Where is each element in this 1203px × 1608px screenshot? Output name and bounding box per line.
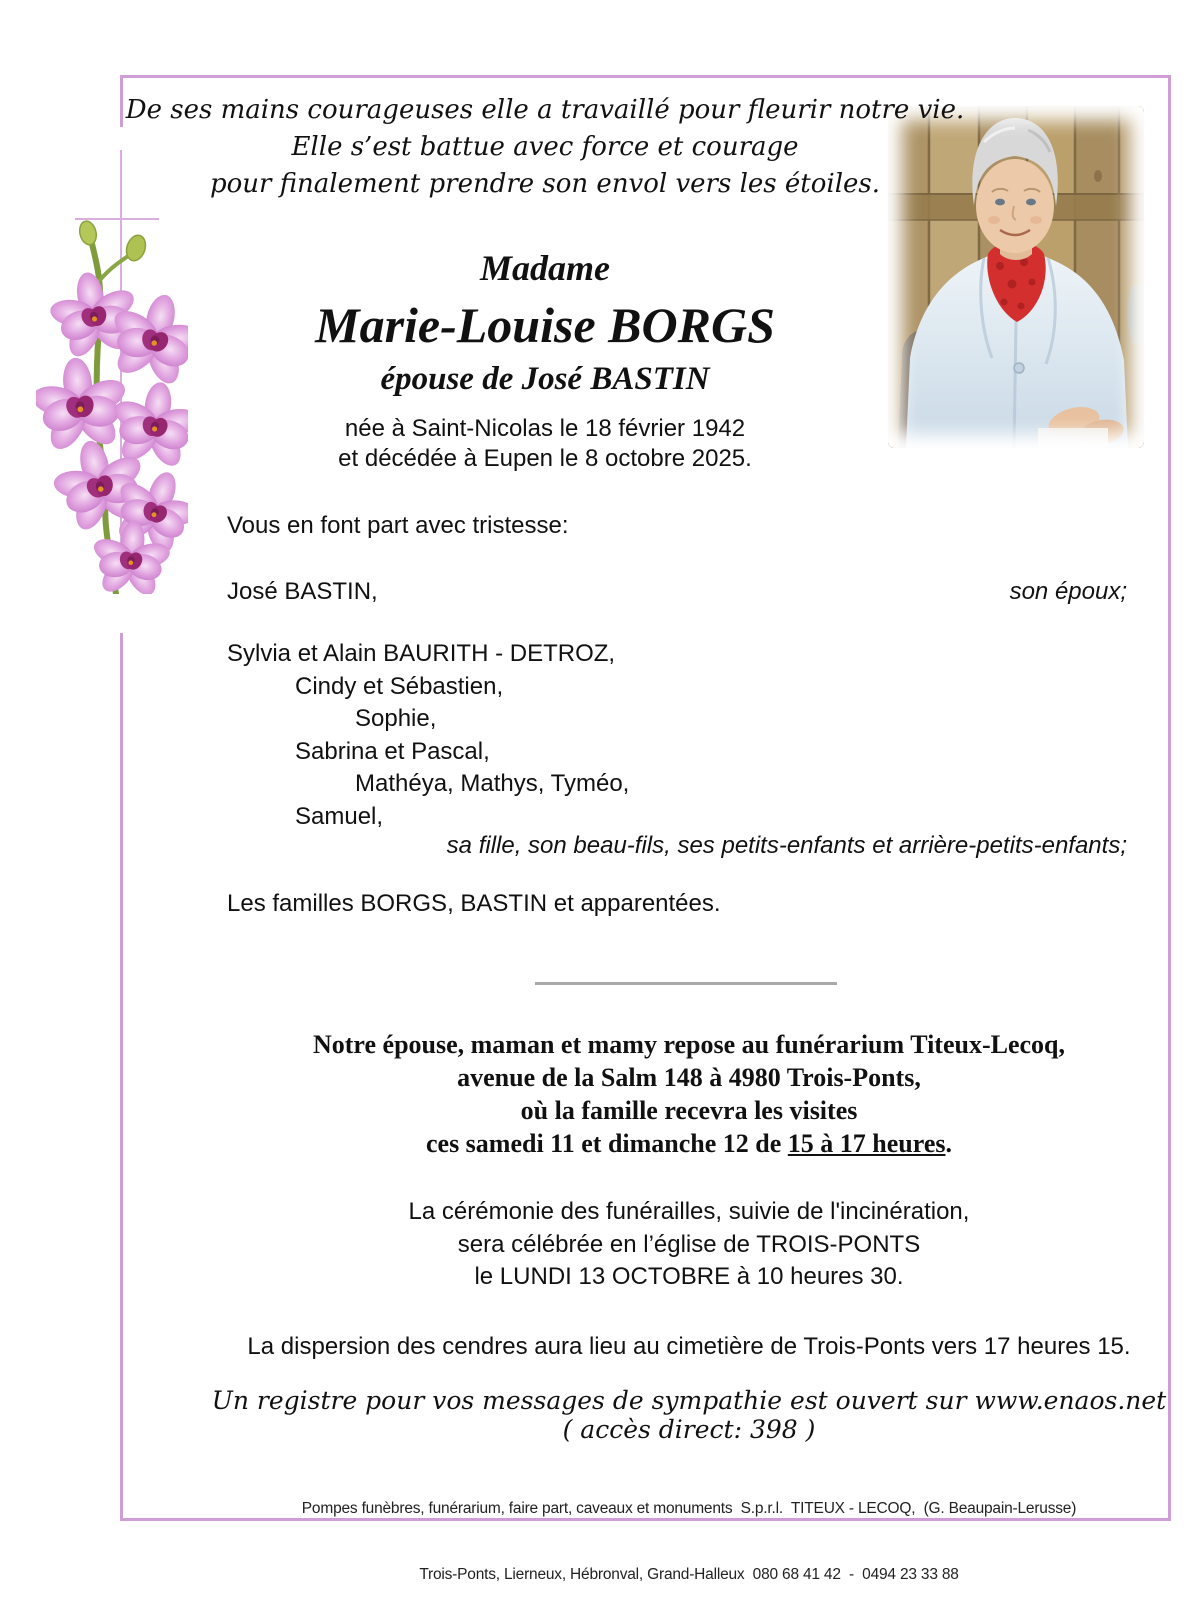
family-line: Sabrina et Pascal,	[295, 737, 490, 765]
epitaph-line: De ses mains courageuses elle a travaillé pour fleurir notre vie.	[125, 95, 965, 125]
family-line: Cindy et Sébastien,	[295, 672, 504, 700]
epitaph-line: pour finalement prendre son envol vers les étoiles.	[209, 169, 881, 199]
border-top	[120, 75, 1171, 78]
wake-line: où la famille recevra les visites	[520, 1096, 858, 1125]
ceremony-line: La cérémonie des funérailles, suivie de l'incinération,	[408, 1198, 970, 1225]
wake-block	[209, 1028, 1169, 1160]
announcement-intro: Vous en font part avec tristesse:	[227, 512, 569, 539]
deceased-header	[125, 246, 965, 474]
family-list	[227, 638, 629, 833]
families-line: Les familles BORGS, BASTIN et apparentées.	[227, 890, 721, 917]
family-line: Mathéya, Mathys, Tyméo,	[355, 770, 630, 797]
ceremony-block	[209, 1196, 1169, 1294]
family-line: Samuel,	[295, 802, 384, 830]
footer	[209, 1454, 1169, 1608]
vital-dates	[125, 414, 965, 474]
deceased-name: Marie-Louise BORGS	[315, 297, 775, 353]
visits-hours: 15 à 17 heures	[787, 1129, 946, 1158]
footer-line: Trois-Ponts, Lierneux, Hébronval, Grand-Halleux 080 68 41 42 - 0494 23 33 88	[419, 1566, 959, 1583]
border-left-lower	[120, 633, 123, 1521]
section-divider	[535, 982, 837, 985]
register-line: Un registre pour vos messages de sympathie est ouvert sur www.enaos.net ( accès direct: 398 )	[211, 1386, 1167, 1444]
visits-suffix: .	[945, 1129, 952, 1158]
spouse-line: épouse de José BASTIN	[380, 361, 710, 397]
family-line: Sylvia et Alain BAURITH - DETROZ,	[227, 640, 616, 667]
ceremony-line: le LUNDI 13 OCTOBRE à 10 heures 30.	[474, 1263, 904, 1290]
epitaph	[125, 92, 965, 203]
wake-line: avenue de la Salm 148 à 4980 Trois-Ponts,	[457, 1063, 921, 1092]
border-left-upper	[120, 75, 123, 127]
border-right	[1168, 75, 1171, 1521]
dispersion-line: La dispersion des cendres aura lieu au cimetière de Trois-Ponts vers 17 heures 15.	[247, 1333, 1131, 1360]
deceased-title: Madame	[480, 248, 610, 288]
family-line: Sophie,	[355, 705, 437, 732]
family-relation: sa fille, son beau-fils, ses petits-enfants et arrière-petits-enfants;	[446, 832, 1127, 859]
husband-row	[227, 578, 1127, 606]
footer-line: Pompes funèbres, funérarium, faire part, caveaux et monuments S.p.r.l. TITEUX - LECOQ, (G. Beaupain-Lerusse)	[301, 1500, 1077, 1517]
epitaph-line: Elle s’est battue avec force et courage	[291, 132, 799, 162]
husband-relation: son époux;	[1009, 578, 1127, 605]
wake-visits-line	[209, 1127, 1169, 1160]
visits-prefix: ces samedi 11 et dimanche 12 de	[425, 1129, 788, 1158]
husband-name: José BASTIN,	[227, 578, 378, 605]
death-line: et décédée à Eupen le 8 octobre 2025.	[338, 445, 752, 472]
birth-line: née à Saint-Nicolas le 18 février 1942	[344, 415, 746, 442]
wake-line: Notre épouse, maman et mamy repose au funérarium Titeux-Lecoq,	[312, 1030, 1065, 1059]
ceremony-line: sera célébrée en l’église de TROIS-PONTS	[457, 1230, 921, 1258]
